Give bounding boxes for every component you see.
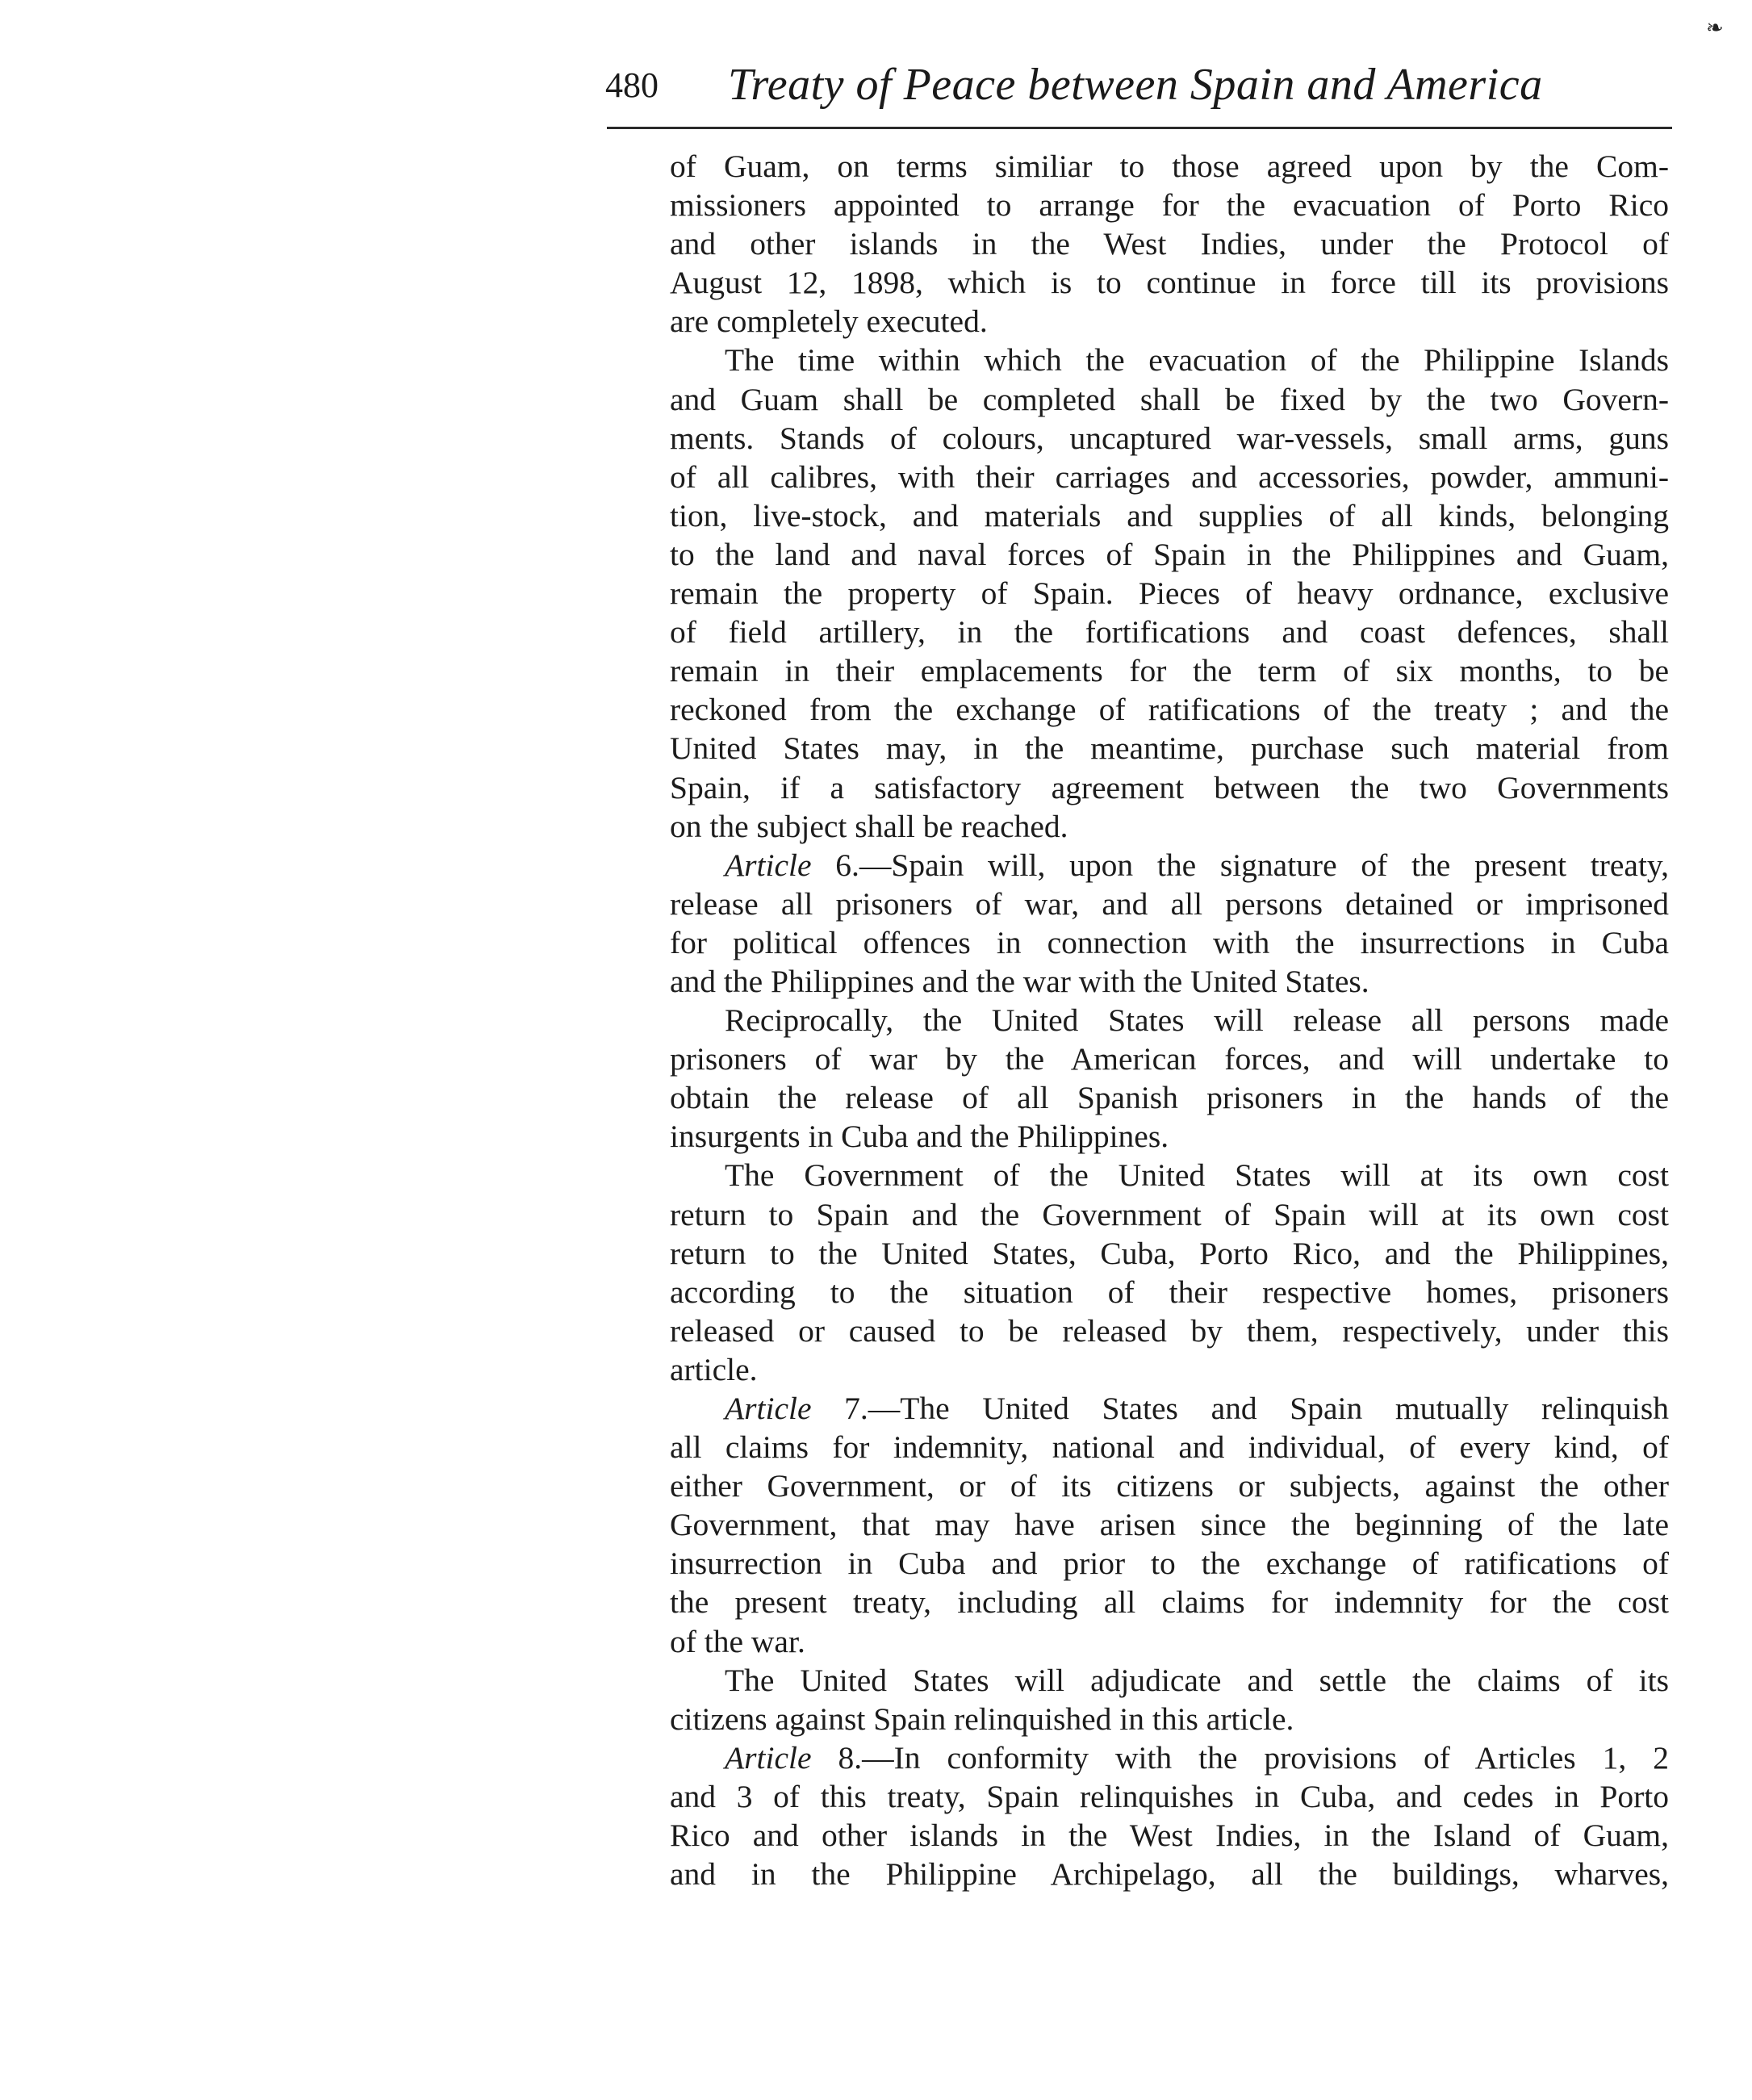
paragraph [670, 1001, 1669, 1156]
text-line: The Government of the United States will at its own cost [725, 1157, 1669, 1194]
text-line: missioners appointed to arrange for the evacuation of Porto Rico [670, 187, 1669, 224]
text-line: either Government, or of its citizens or subjects, against the other [670, 1468, 1669, 1504]
text-line: release all prisoners of war, and all persons detained or imprisoned [670, 885, 1669, 922]
article-heading-rest: 7.—The United States and Spain mutually relinquish [811, 1391, 1669, 1426]
page-number: 480 [605, 65, 659, 105]
paragraph [670, 1156, 1669, 1389]
text-line: tion, live-stock, and materials and supplies of all kinds, belonging [670, 497, 1669, 533]
text-line: Reciprocally, the United States will release all persons made [725, 1002, 1669, 1039]
article-heading-rest: 8.—In conformity with the provisions of Articles 1, 2 [811, 1739, 1669, 1776]
running-title: Treaty of Peace between Spain and America [728, 60, 1543, 110]
article-7 [670, 1389, 1669, 1661]
text-line: Spain, if a satisfactory agreement between the two Governments [670, 769, 1669, 805]
text-line: Rico and other islands in the West Indies, in the Island of Guam, [670, 1818, 1669, 1854]
text-line: United States may, in the meantime, purchase such material from [670, 730, 1669, 767]
text-line: prisoners of war by the American forces, and will undertake to [670, 1041, 1669, 1077]
text-line [670, 1738, 1669, 1777]
text-line: article. [670, 1351, 758, 1387]
corner-mark: ❧ [1706, 16, 1724, 40]
article-label: Article [725, 847, 812, 883]
text-line: The United States will adjudicate and settle the claims of its [725, 1662, 1669, 1698]
text-line: and other islands in the West Indies, under the Protocol of [670, 226, 1669, 262]
paragraph [670, 147, 1669, 341]
text-line: of the war. [670, 1623, 805, 1659]
text-line: all claims for indemnity, national and individual, of every kind, of [670, 1429, 1669, 1466]
text-line: remain the property of Spain. Pieces of heavy ordnance, exclusive [670, 575, 1669, 612]
text-line: on the subject shall be reached. [670, 808, 1068, 844]
text-line: the present treaty, including all claims for indemnity for the cost [670, 1584, 1669, 1621]
text-line: of Guam, on terms similiar to those agreed upon by the Com- [670, 149, 1669, 184]
text-line [670, 1389, 1669, 1428]
text-line: according to the situation of their respective homes, prisoners [670, 1274, 1669, 1310]
text-line: Government, that may have arisen since the beginning of the late [670, 1507, 1669, 1543]
text-line: The time within which the evacuation of the Philippine Islands [725, 342, 1669, 379]
text-line: citizens against Spain relinquished in this article. [670, 1700, 1294, 1737]
text-line: obtain the release of all Spanish prisoners in the hands of the [670, 1080, 1669, 1116]
article-6 [670, 846, 1669, 1001]
article-heading-rest: 6.—Spain will, upon the signature of the present treaty, [811, 847, 1669, 883]
text-line: to the land and naval forces of Spain in the Philippines and Guam, [670, 536, 1669, 572]
text-line: ments. Stands of colours, uncaptured war-vessels, small arms, guns [670, 420, 1669, 456]
text-line: August 12, 1898, which is to continue in force till its provisions [670, 265, 1669, 301]
text-line: and Guam shall be completed shall be fixed by the two Govern- [670, 381, 1669, 417]
paragraph [670, 341, 1669, 845]
text-line: of all calibres, with their carriages and accessories, powder, ammuni- [670, 458, 1669, 495]
text-line: for political offences in connection with the insurrections in Cuba [670, 924, 1669, 960]
text-line: insurgents in Cuba and the Philippines. [670, 1119, 1169, 1155]
text-line: of field artillery, in the fortifications and coast defences, shall [670, 614, 1669, 650]
text-line: remain in their emplacements for the term of six months, to be [670, 653, 1669, 689]
article-label: Article [725, 1391, 812, 1426]
text-line: return to the United States, Cuba, Porto Rico, and the Philippines, [670, 1235, 1669, 1271]
text-line: are completely executed. [670, 303, 988, 340]
body-text [670, 147, 1669, 1893]
text-line [670, 846, 1669, 885]
article-label: Article [725, 1739, 812, 1776]
article-8 [670, 1738, 1669, 1893]
text-line: and 3 of this treaty, Spain relinquishes in Cuba, and cedes in Porto [670, 1778, 1669, 1814]
text-line: and in the Philippine Archipelago, all the buildings, wharves, [670, 1856, 1669, 1893]
text-line: and the Philippines and the war with the United States. [670, 963, 1369, 999]
text-line: reckoned from the exchange of ratifications of the treaty ; and the [670, 692, 1669, 728]
text-line: return to Spain and the Government of Spain will at its own cost [670, 1196, 1669, 1232]
header-rule [607, 127, 1672, 129]
page-header [605, 58, 1670, 118]
paragraph [670, 1661, 1669, 1738]
text-line: insurrection in Cuba and prior to the exchange of ratifications of [670, 1546, 1669, 1582]
text-line: released or caused to be released by them, respectively, under this [670, 1312, 1669, 1349]
